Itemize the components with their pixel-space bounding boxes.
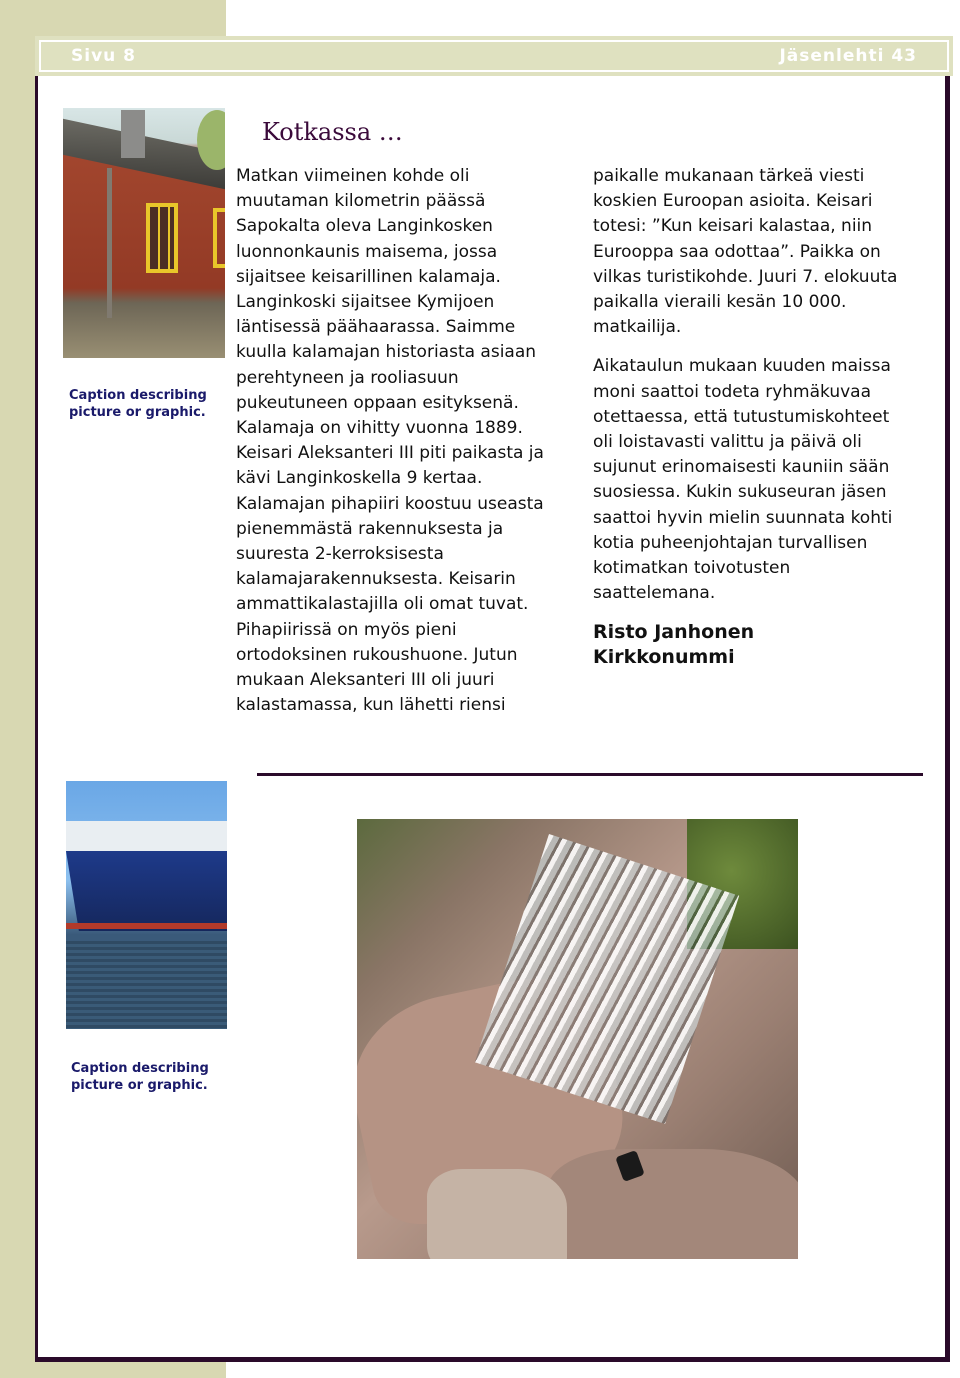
text-line: läntisessä päähaarassa. Saimme bbox=[236, 317, 516, 338]
caption-house bbox=[69, 387, 207, 421]
text-line: kotia puheenjohtajan turvallisen bbox=[593, 532, 868, 553]
text-line: Kalamajan pihapiiri koostuu useasta bbox=[236, 493, 544, 514]
text-line: kuulla kalamajan historiasta asiaan bbox=[236, 342, 537, 363]
house-photo bbox=[63, 108, 225, 358]
ship-water bbox=[66, 941, 227, 1029]
page-header bbox=[35, 36, 953, 76]
text-line: suuresta 2-kerroksisesta bbox=[236, 544, 444, 565]
text-line: pienemmästä rakennuksesta ja bbox=[236, 518, 504, 539]
waterfall-photo bbox=[357, 819, 798, 1259]
text-line: Matkan viimeinen kohde oli bbox=[236, 166, 470, 186]
text-line: sujunut erinomaisesti kauniin sään bbox=[593, 457, 890, 478]
text-line: muutaman kilometrin päässä bbox=[236, 191, 486, 212]
text-line: paikalle mukanaan tärkeä viesti bbox=[593, 166, 865, 186]
caption-line: picture or graphic. bbox=[69, 405, 206, 420]
text-line: moni saattoi todeta ryhmäkuvaa bbox=[593, 381, 872, 402]
text-line: Sapokalta oleva Langinkosken bbox=[236, 216, 493, 237]
text-line: kotimatkan toivotusten bbox=[593, 558, 791, 579]
article-column-left bbox=[236, 164, 566, 718]
text-line: ortodoksinen rukoushuone. Jutun bbox=[236, 644, 518, 665]
text-line: Langinkoski sijaitsee Kymijoen bbox=[236, 292, 495, 313]
text-line: Eurooppa saa odottaa”. Paikka on bbox=[593, 241, 881, 262]
article-title: Kotkassa … bbox=[262, 118, 403, 146]
text-line: oli loistavasti valittu ja päivä oli bbox=[593, 432, 862, 453]
text-line: saattoi hyvin mielin suunnata kohti bbox=[593, 507, 893, 528]
text-line: totesi: ”Kun keisari kalastaa, niin bbox=[593, 216, 873, 237]
text-line: paikalla vieraili kesän 10 000. bbox=[593, 292, 847, 313]
signature-place: Kirkkonummi bbox=[593, 646, 735, 669]
text-line: kävi Langinkoskella 9 kertaa. bbox=[236, 468, 483, 489]
caption-line: Caption describing bbox=[71, 1061, 209, 1076]
caption-line: picture or graphic. bbox=[71, 1078, 208, 1093]
page-header-inner bbox=[39, 40, 949, 72]
text-line: saattelemana. bbox=[593, 583, 716, 604]
house-window bbox=[146, 203, 178, 273]
text-line: koskien Euroopan asioita. Keisari bbox=[593, 191, 873, 212]
text-line: vilkas turistikohde. Juuri 7. elokuuta bbox=[593, 266, 898, 287]
page-number: Sivu 8 bbox=[71, 46, 137, 66]
text-line: Pihapiirissä on myös pieni bbox=[236, 619, 457, 640]
house-chimney bbox=[121, 110, 145, 158]
text-line: Keisari Aleksanteri III piti paikasta ja bbox=[236, 443, 544, 464]
section-divider bbox=[257, 773, 923, 776]
text-line: pukeutuneen oppaan esityksenä. bbox=[236, 392, 519, 413]
falls-rock bbox=[427, 1169, 567, 1259]
caption-ship bbox=[71, 1060, 209, 1094]
text-line: Aikataulun mukaan kuuden maissa bbox=[593, 356, 891, 377]
text-line: kalamajarakennuksesta. Keisarin bbox=[236, 569, 516, 590]
text-line: luonnonkaunis maisema, jossa bbox=[236, 241, 498, 262]
house-drainpipe bbox=[107, 168, 112, 318]
paragraph-2 bbox=[593, 354, 923, 606]
caption-line: Caption describing bbox=[69, 388, 207, 403]
signature-name: Risto Janhonen bbox=[593, 621, 755, 644]
text-line: perehtyneen ja rooliasuun bbox=[236, 367, 459, 388]
text-line: sijaitsee keisarillinen kalamaja. bbox=[236, 266, 501, 287]
ship-deck bbox=[66, 821, 227, 851]
falls-rock bbox=[547, 1149, 798, 1259]
text-line: suosiessa. Kukin sukuseuran jäsen bbox=[593, 482, 887, 503]
issue-label: Jäsenlehti 43 bbox=[779, 46, 917, 66]
text-line: Kalamaja on vihitty vuonna 1889. bbox=[236, 418, 523, 439]
signature bbox=[593, 620, 923, 670]
text-line: matkailija. bbox=[593, 317, 682, 338]
paragraph-gap bbox=[593, 606, 923, 620]
article-column-right bbox=[593, 164, 923, 670]
ship-photo bbox=[66, 781, 227, 1029]
text-line: ammattikalastajilla oli omat tuvat. bbox=[236, 594, 529, 615]
house-window-edge bbox=[213, 208, 225, 268]
paragraph-1 bbox=[593, 164, 923, 340]
text-line: otettaessa, että tutustumiskohteet bbox=[593, 406, 890, 427]
ship-waterline bbox=[66, 923, 227, 929]
text-line: kalastamassa, kun lähetti riensi bbox=[236, 695, 506, 716]
paragraph-gap bbox=[593, 340, 923, 354]
ship-hull bbox=[66, 851, 227, 931]
text-line: mukaan Aleksanteri III oli juuri bbox=[236, 670, 495, 691]
